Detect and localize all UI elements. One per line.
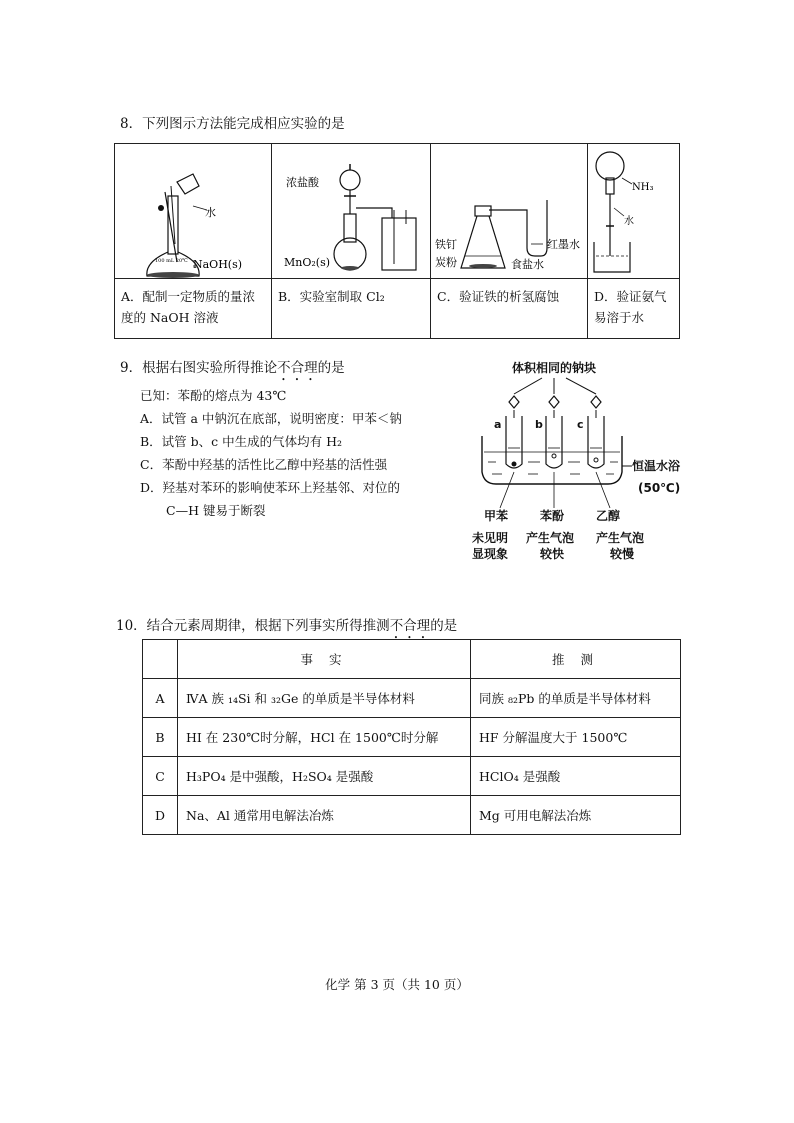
row-fact: HI 在 230℃时分解，HCl 在 1500℃时分解 [178, 718, 471, 757]
chlorine-generator-illustration [272, 144, 430, 278]
label-red-ink: 红墨水 [547, 238, 580, 251]
label-nh3: NH₃ [632, 182, 654, 193]
q8-cell-c [430, 143, 588, 339]
q8-cell-b [271, 143, 431, 339]
q8-cell-d [587, 143, 680, 339]
row-label: C [143, 757, 178, 796]
q10-header-guess: 推 测 [471, 640, 681, 679]
obs-a-line2: 显现象 [472, 547, 509, 561]
q8-figure-table [114, 143, 680, 339]
row-label: B [143, 718, 178, 757]
obs-c-line2: 较慢 [610, 547, 635, 561]
page-footer: 化学 第 3 页（共 10 页） [325, 977, 469, 992]
row-fact: H₃PO₄ 是中强酸，H₂SO₄ 是强酸 [178, 757, 471, 796]
q9-option-c: C．苯酚中羟基的活性比乙醇中羟基的活性强 [140, 457, 388, 472]
obs-b-line2: 较快 [540, 547, 565, 561]
table-row [143, 757, 681, 796]
q10-header-fact: 事 实 [178, 640, 471, 679]
row-fact: ⅣA 族 ₁₄Si 和 ₃₂Ge 的单质是半导体材料 [178, 679, 471, 718]
q9-sodium-experiment-figure [462, 356, 692, 568]
q9-title-emphasis: 不合理 [277, 360, 318, 376]
obs-b-line1: 产生气泡 [526, 531, 575, 545]
q8-title: 8．下列图示方法能完成相应实验的是 [120, 116, 345, 132]
label-carbon-powder: 炭粉 [435, 256, 457, 269]
name-phenol: 苯酚 [540, 509, 565, 523]
q8-caption-b: B．实验室制取 Cl₂ [278, 289, 385, 304]
tube-label-b: b [535, 418, 543, 431]
row-fact: Na、Al 通常用电解法冶炼 [178, 796, 471, 835]
q10-title-pre: 10．结合元素周期律，根据下列事实所得推测 [116, 618, 390, 634]
table-row [143, 796, 681, 835]
label-iron-nail: 铁钉 [435, 238, 457, 251]
row-guess: Mg 可用电解法冶炼 [471, 796, 681, 835]
volumetric-flask-illustration [115, 144, 271, 278]
obs-c-line1: 产生气泡 [596, 531, 645, 545]
label-naoh: NaOH(s) [193, 258, 243, 271]
q9-title-pre: 9．根据右图实验所得推论 [120, 360, 278, 376]
q9-option-b: B．试管 b、c 中生成的气体均有 H₂ [140, 434, 343, 449]
label-water-d: 水 [624, 216, 634, 227]
tube-label-a: a [494, 418, 502, 431]
row-guess: 同族 ₈₂Pb 的单质是半导体材料 [471, 679, 681, 718]
q10-header-blank [143, 640, 178, 679]
q9-title [120, 357, 450, 384]
label-water: 水 [205, 206, 216, 219]
row-label: A [143, 679, 178, 718]
q9-option-d-cont: C—H 键易于断裂 [166, 503, 266, 518]
q9-option-d: D．羟基对苯环的影响使苯环上羟基邻、对位的 [140, 480, 401, 495]
q8-cell-a [114, 143, 272, 339]
row-guess: HF 分解温度大于 1500℃ [471, 718, 681, 757]
q9-option-a: A．试管 a 中钠沉在底部，说明密度：甲苯＜钠 [140, 411, 402, 426]
table-row [143, 718, 681, 757]
tube-label-c: c [577, 418, 584, 431]
q8-caption-a: A．配制一定物质的量浓度的 NaOH 溶液 [121, 289, 256, 325]
table-row [143, 679, 681, 718]
q10-table [142, 639, 681, 835]
q10-title-emphasis: 不合理 [389, 618, 431, 634]
ammonia-fountain-illustration [588, 144, 679, 278]
corrosion-apparatus-illustration [431, 144, 587, 278]
q9-known: 已知：苯酚的熔点为 43℃ [140, 388, 287, 403]
label-flask-volume: 100 mL 20℃ [155, 258, 188, 264]
name-ethanol: 乙醇 [596, 509, 621, 523]
label-mno2: MnO₂(s) [284, 256, 331, 269]
q8-caption-c: C．验证铁的析氢腐蚀 [437, 289, 560, 304]
name-toluene: 甲苯 [484, 509, 509, 523]
label-brine: 食盐水 [511, 258, 544, 271]
label-bath-temp: (50℃) [638, 481, 681, 495]
label-water-bath: 恒温水浴 [632, 459, 681, 473]
row-label: D [143, 796, 178, 835]
label-conc-hcl: 浓盐酸 [286, 176, 319, 189]
q9-text-block [120, 357, 450, 522]
q10-title-post: 的是 [430, 618, 458, 634]
row-guess: HClO₄ 是强酸 [471, 757, 681, 796]
label-sodium-blocks: 体积相同的钠块 [512, 361, 597, 375]
q10-title [116, 614, 457, 642]
q9-title-post: 的是 [317, 360, 345, 376]
q10-header-row [143, 640, 681, 679]
q8-caption-d: D．验证氨气易溶于水 [594, 289, 667, 325]
obs-a-line1: 未见明 [472, 531, 509, 545]
